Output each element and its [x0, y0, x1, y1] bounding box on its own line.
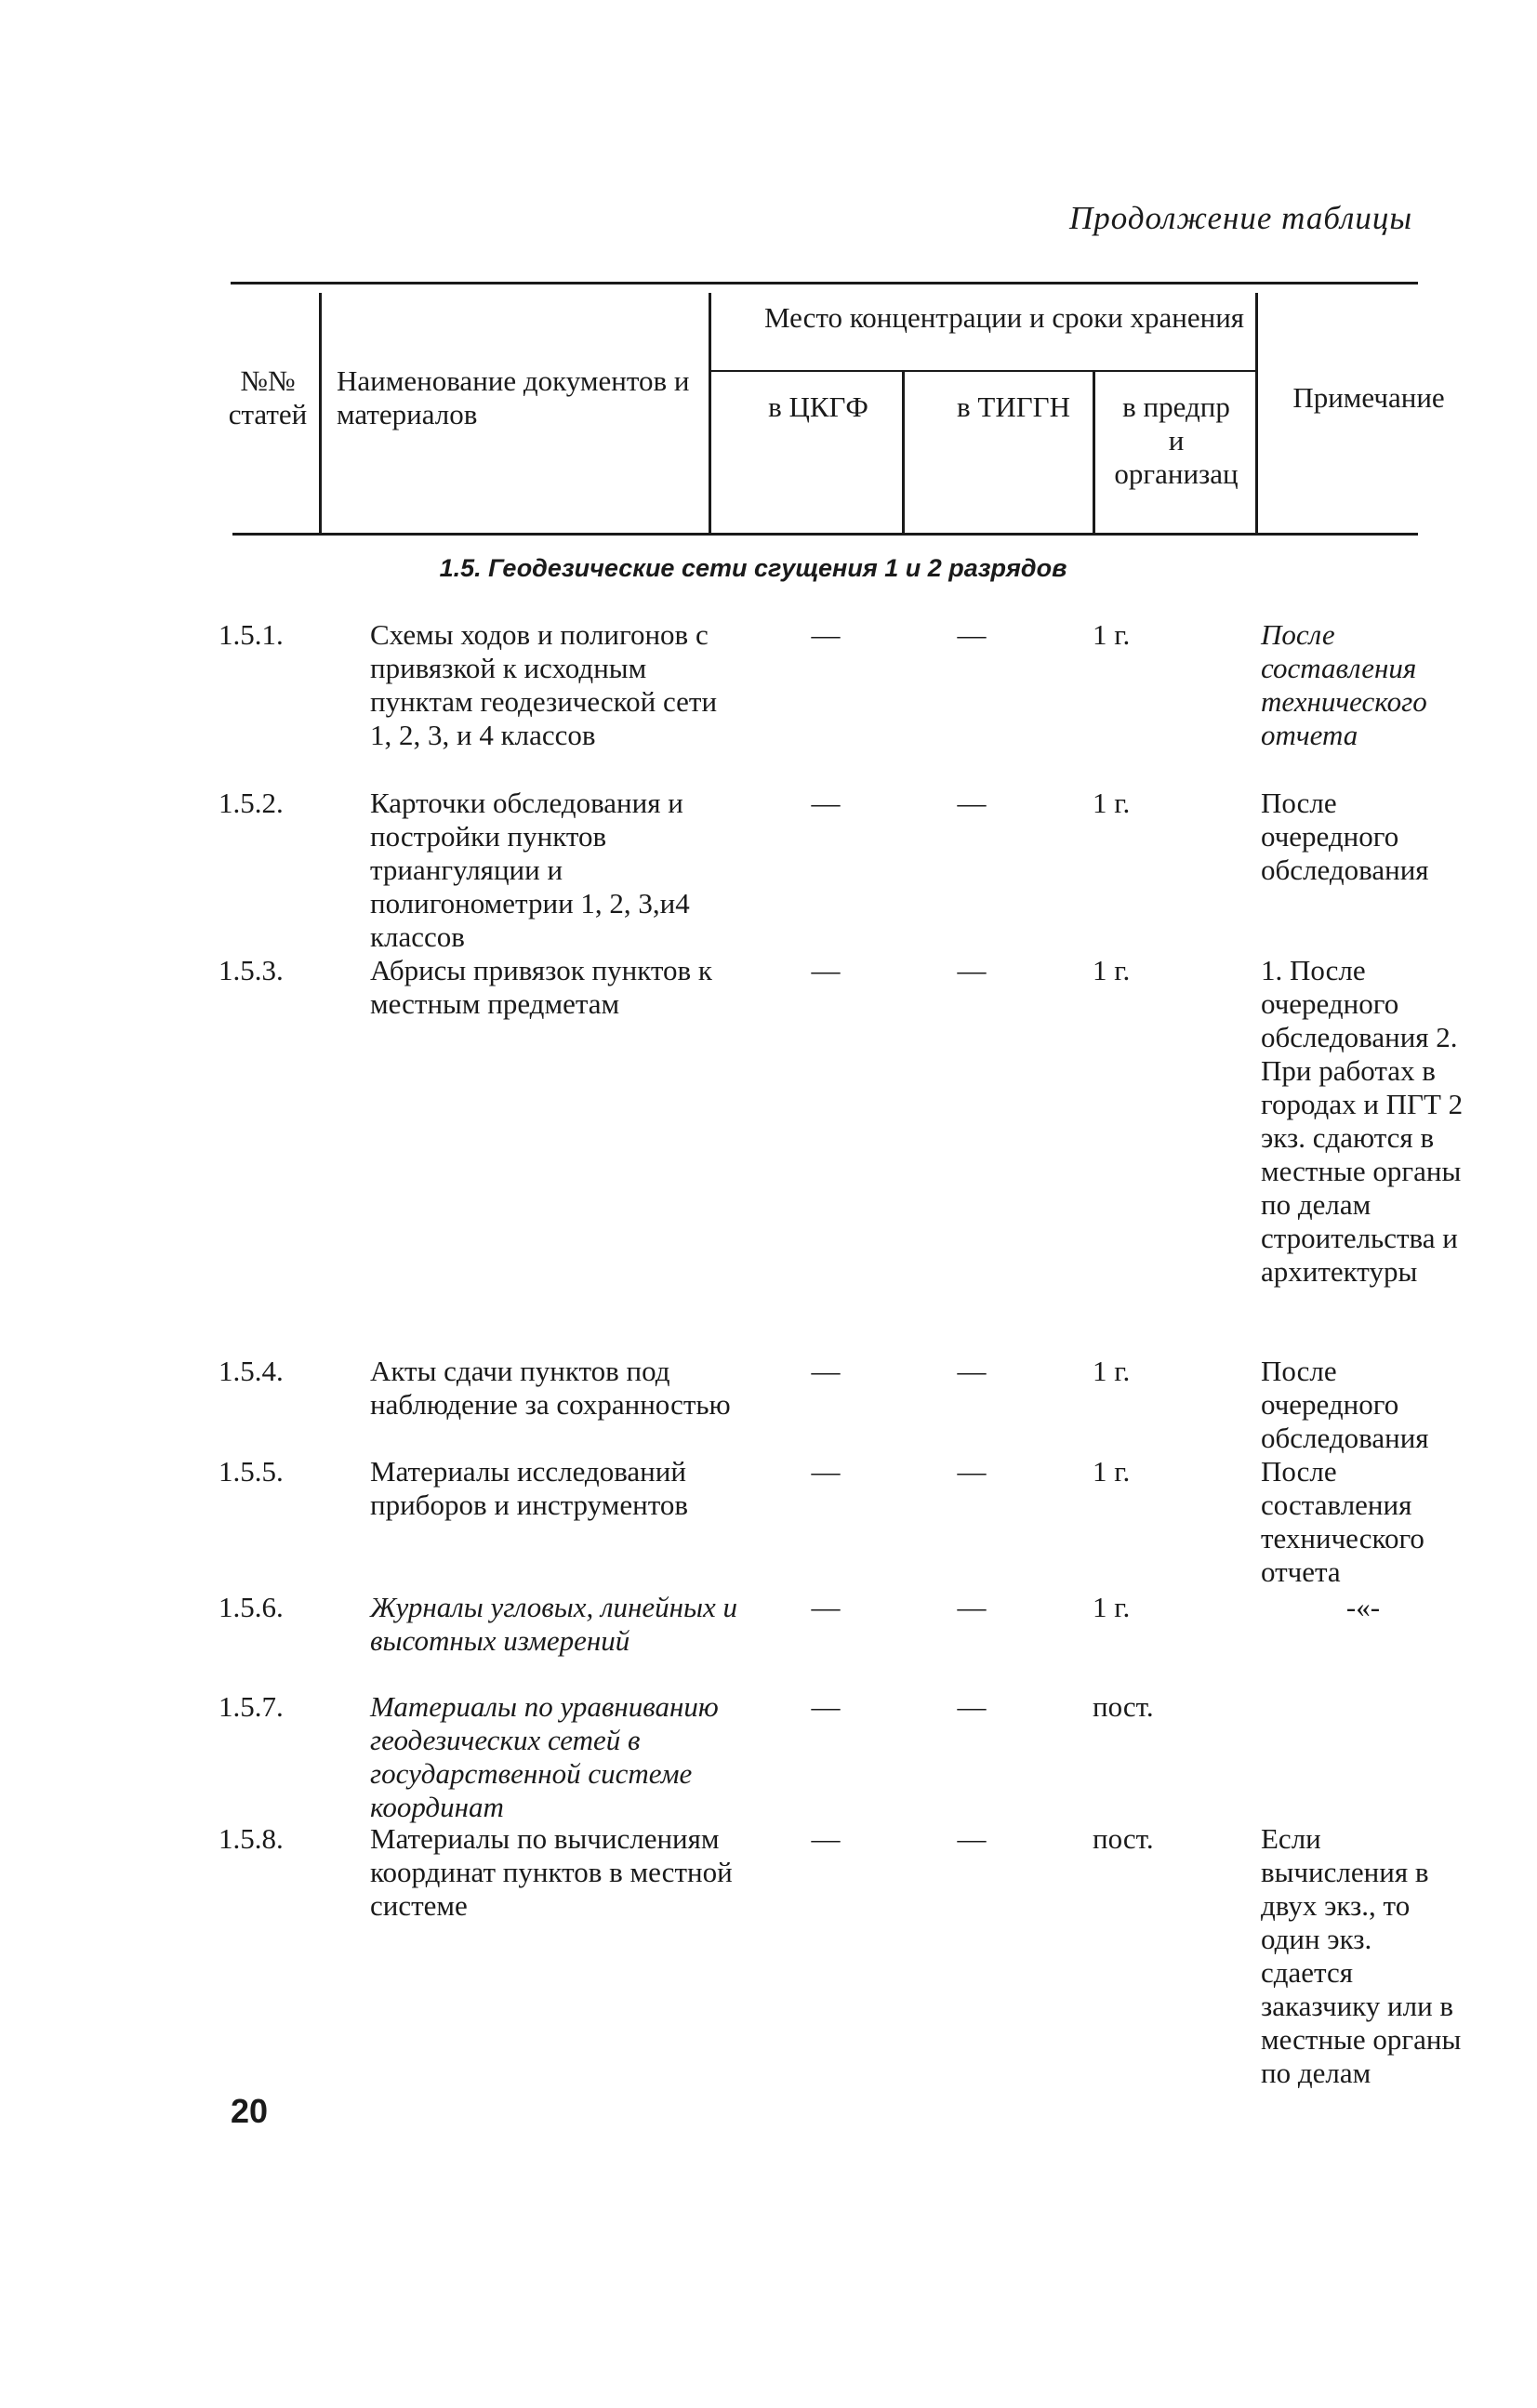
row-ckgf: —	[811, 954, 841, 986]
row-tiggn: —	[957, 618, 987, 651]
header-place: Место концентрации и сроки хранения	[763, 301, 1245, 334]
row-org: пост.	[1093, 1690, 1154, 1723]
col-divider-1	[319, 293, 322, 533]
row-name: Карточки обследования и постройки пунктов триангуляции и полигонометрии 1, 2, 3,и4 классов	[370, 787, 690, 953]
row-org: 1 г.	[1093, 1455, 1131, 1488]
row-number: 1.5.8.	[219, 1822, 284, 1855]
row-org: 1 г.	[1093, 618, 1131, 651]
row-name: Акты сдачи пунктов под наблюдение за сохранностью	[370, 1355, 731, 1421]
row-ckgf: —	[811, 618, 841, 651]
row-note: Если вычисления в двух экз., то один экз. сдается заказчику или в местные органы по делам	[1261, 1822, 1462, 2089]
row-note: 1. После очередного обследования 2. При работах в городах и ПГТ 2 экз. сдаются в местные органы по делам строительства и архитектуры	[1261, 954, 1464, 1288]
row-ckgf: —	[811, 787, 841, 819]
row-ckgf: —	[811, 1455, 841, 1488]
row-name: Абрисы привязок пунктов к местным предметам	[370, 954, 712, 1020]
row-number: 1.5.4.	[219, 1355, 284, 1387]
row-number: 1.5.5.	[219, 1455, 284, 1488]
row-tiggn: —	[957, 1690, 987, 1723]
col-divider-3	[902, 370, 905, 533]
row-number: 1.5.2.	[219, 787, 284, 819]
row-number: 1.5.3.	[219, 954, 284, 986]
group-divider-rule	[709, 370, 1257, 372]
row-name: Материалы исследований приборов и инструментов	[370, 1455, 688, 1521]
row-tiggn: —	[957, 1455, 987, 1488]
row-ckgf: —	[811, 1690, 841, 1723]
header-top-rule	[231, 282, 1418, 284]
row-tiggn: —	[957, 1822, 987, 1855]
row-note: После очередного обследования	[1261, 1355, 1429, 1454]
row-org: 1 г.	[1093, 1355, 1131, 1387]
row-note: -«-	[1345, 1591, 1381, 1623]
continuation-label: Продолжение таблицы	[1069, 200, 1413, 236]
row-number: 1.5.1.	[219, 618, 284, 651]
header-bottom-rule	[232, 533, 1418, 536]
row-tiggn: —	[957, 1591, 987, 1623]
col-divider-2	[709, 293, 711, 533]
row-ckgf: —	[811, 1822, 841, 1855]
col-divider-4	[1093, 370, 1095, 533]
header-num: №№ статей	[228, 364, 308, 430]
row-name: Материалы по вычислениям координат пунктов в местной системе	[370, 1822, 733, 1922]
section-title: 1.5. Геодезические сети сгущения 1 и 2 разрядов	[439, 554, 1067, 582]
row-number: 1.5.7.	[219, 1690, 284, 1723]
row-name: Журналы угловых, линейных и высотных измерений	[370, 1591, 738, 1657]
row-org: пост.	[1093, 1822, 1154, 1855]
row-name: Схемы ходов и полигонов с привязкой к исходным пунктам геодезической сети 1, 2, 3, и 4 классов	[370, 618, 718, 751]
header-note: Примечание	[1292, 381, 1445, 414]
header-org: в предпр и организац	[1114, 390, 1239, 490]
page-number: 20	[231, 2092, 269, 2130]
row-tiggn: —	[957, 1355, 987, 1387]
row-org: 1 г.	[1093, 1591, 1131, 1623]
row-note: После очередного обследования	[1261, 787, 1429, 886]
row-org: 1 г.	[1093, 787, 1131, 819]
row-number: 1.5.6.	[219, 1591, 284, 1623]
row-name: Материалы по уравниванию геодезических сетей в государственной системе координат	[370, 1690, 719, 1823]
header-ckgf: в ЦКГФ	[768, 390, 868, 423]
header-tiggn: в ТИГГН	[957, 390, 1070, 423]
row-ckgf: —	[811, 1355, 841, 1387]
row-tiggn: —	[957, 787, 987, 819]
row-note: После составления технического отчета	[1261, 1455, 1424, 1588]
header-name: Наименование документов и материалов	[337, 364, 690, 430]
row-note: После составления технического отчета	[1261, 618, 1427, 751]
row-tiggn: —	[957, 954, 987, 986]
row-ckgf: —	[811, 1591, 841, 1623]
row-org: 1 г.	[1093, 954, 1131, 986]
